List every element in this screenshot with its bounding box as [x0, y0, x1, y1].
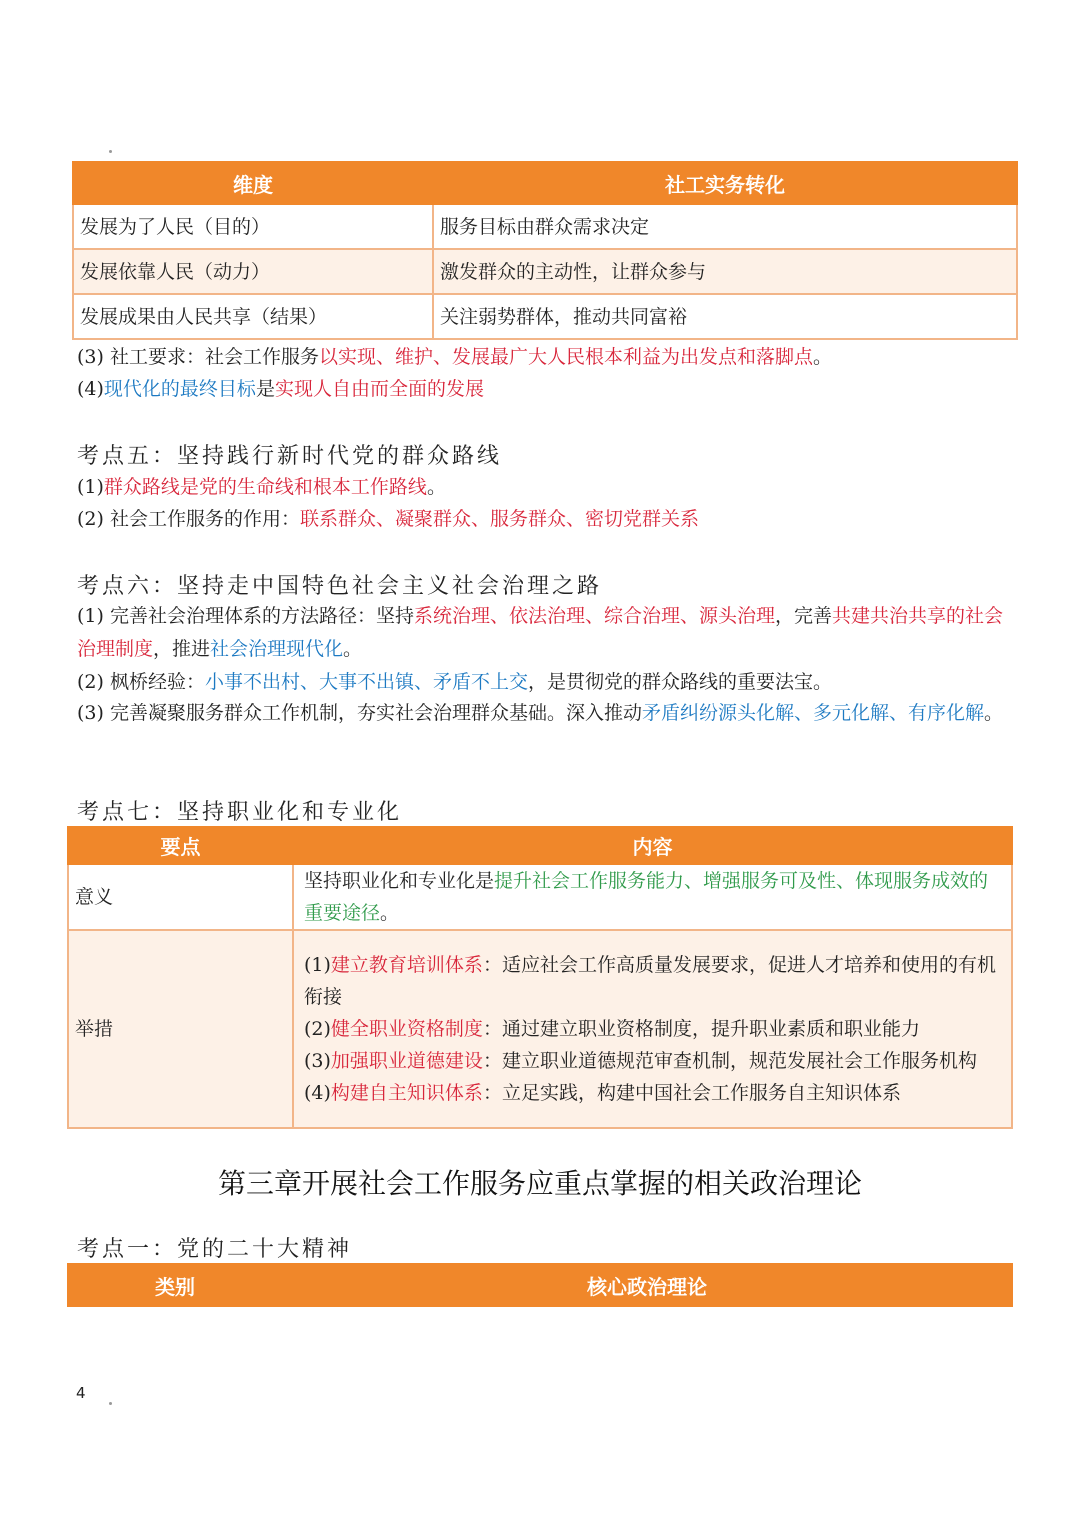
- header-core-theory: 核心政治理论: [282, 1264, 1012, 1306]
- text-segment: ，推进: [153, 638, 211, 660]
- text-segment: 。: [812, 346, 832, 368]
- text-segment: (2): [304, 1018, 331, 1040]
- highlight-red: 联系群众、凝聚群众、服务群众、密切党群关系: [299, 508, 699, 530]
- highlight-blue: 现代化的最终目标: [103, 378, 256, 400]
- table-row: [73, 204, 1017, 249]
- text-segment: (3): [304, 1050, 331, 1072]
- decorative-dot-bottom: [109, 1402, 112, 1405]
- header-dimension: 维度: [73, 162, 433, 204]
- governance-point-2: [77, 668, 832, 696]
- table-row: [68, 930, 1012, 1128]
- text-segment: 是: [255, 378, 275, 400]
- text-segment: ，完善: [774, 605, 832, 627]
- cell-practice: 关注弱势群体，推动共同富裕: [433, 294, 1017, 339]
- highlight-red: 群众路线是党的生命线和根本工作路线: [103, 476, 427, 498]
- cell-dimension: 发展为了人民（目的）: [73, 204, 433, 249]
- text-segment: (4): [77, 378, 104, 400]
- text-segment: ，是贯彻党的群众路线的重要法宝。: [527, 671, 832, 693]
- decorative-dot-top: [109, 150, 112, 153]
- highlight-blue: 矛盾纠纷源头化解、多元化解、有序化解: [641, 702, 984, 724]
- text-segment: (3) 社工要求：社会工作服务: [77, 346, 319, 368]
- text-segment: 坚持职业化和专业化是: [304, 870, 495, 892]
- text-segment: (1): [304, 954, 331, 976]
- table-header-row: [73, 162, 1017, 204]
- highlight-red: 健全职业资格制度: [330, 1018, 483, 1040]
- text-segment: ：通过建立职业资格制度，提升职业素质和职业能力: [482, 1018, 920, 1040]
- political-theory-table: [67, 1263, 1013, 1307]
- header-content: 内容: [293, 827, 1012, 864]
- highlight-red: 实现人自由而全面的发展: [274, 378, 484, 400]
- highlight-red: 以实现、维护、发展最广大人民根本利益为出发点和落脚点: [318, 346, 813, 368]
- table-header-row: [68, 1264, 1012, 1306]
- text-segment: (2) 枫桥经验：: [77, 671, 205, 693]
- section-heading-6: 考点六：坚持走中国特色社会主义社会治理之路: [77, 574, 603, 599]
- text-segment: (3) 完善凝聚服务群众工作机制，夯实社会治理群众基础。深入推动: [77, 702, 642, 724]
- header-practice: 社工实务转化: [433, 162, 1017, 204]
- cell-significance-content: [293, 864, 1012, 930]
- text-segment: 。: [426, 476, 446, 498]
- measure-item: [304, 1045, 1001, 1077]
- cell-dimension: 发展依靠人民（动力）: [73, 249, 433, 294]
- highlight-blue: 小事不出村、大事不出镇、矛盾不上交: [204, 671, 528, 693]
- governance-point-1: [77, 600, 1007, 666]
- measure-item: [304, 1077, 1001, 1109]
- cell-measures-content: [293, 930, 1012, 1128]
- section-heading-ch3-1: 考点一：党的二十大精神: [77, 1237, 353, 1262]
- text-segment: 。: [983, 702, 1003, 724]
- highlight-red: 共建共治共享的社会治理制度: [77, 605, 1004, 660]
- highlight-red: 加强职业道德建设: [330, 1050, 483, 1072]
- section-heading-5: 考点五：坚持践行新时代党的群众路线: [77, 444, 503, 469]
- highlight-red: 构建自主知识体系: [330, 1082, 483, 1104]
- chapter-title: 第三章开展社会工作服务应重点掌握的相关政治理论: [217, 1167, 862, 1200]
- cell-measures-label: 举措: [68, 930, 293, 1128]
- cell-dimension: 发展成果由人民共享（结果）: [73, 294, 433, 339]
- development-dimension-table: [72, 161, 1018, 340]
- text-segment: (2) 社会工作服务的作用：: [77, 508, 300, 530]
- text-segment: ：适应社会工作高质量发展要求，促进人才培养和使用的有机衔接: [304, 954, 996, 1008]
- text-segment: 。: [343, 638, 363, 660]
- mass-line-point-1: [77, 473, 446, 501]
- measure-item: [304, 1013, 1001, 1045]
- text-segment: 。: [380, 902, 400, 924]
- table-row: [73, 249, 1017, 294]
- professionalization-table: [67, 826, 1013, 1129]
- text-segment: (4): [304, 1082, 331, 1104]
- highlight-green: 提升社会工作服务能力、增强服务可及性、体现服务成效的重要途径: [304, 870, 989, 924]
- cell-practice: 服务目标由群众需求决定: [433, 204, 1017, 249]
- cell-practice: 激发群众的主动性，让群众参与: [433, 249, 1017, 294]
- social-work-requirement: [77, 343, 832, 371]
- header-category: 类别: [68, 1264, 282, 1306]
- text-segment: ：建立职业道德规范审查机制，规范发展社会工作服务机构: [482, 1050, 977, 1072]
- table-row: [68, 864, 1012, 930]
- mass-line-point-2: [77, 505, 699, 533]
- cell-significance-label: 意义: [68, 864, 293, 930]
- text-segment: ：立足实践，构建中国社会工作服务自主知识体系: [482, 1082, 901, 1104]
- modernization-goal: [77, 375, 484, 403]
- highlight-blue: 社会治理现代化: [210, 638, 344, 660]
- measure-item: [304, 949, 1001, 1013]
- page-number: 4: [76, 1384, 86, 1402]
- section-heading-7: 考点七：坚持职业化和专业化: [77, 800, 403, 825]
- table-header-row: [68, 827, 1012, 864]
- header-key-point: 要点: [68, 827, 293, 864]
- highlight-red: 建立教育培训体系: [330, 954, 483, 976]
- table-row: [73, 294, 1017, 339]
- text-segment: (1): [77, 476, 104, 498]
- text-segment: (1) 完善社会治理体系的方法路径：坚持: [77, 605, 414, 627]
- governance-point-3: [77, 697, 1007, 730]
- highlight-red: 系统治理、依法治理、综合治理、源头治理: [413, 605, 775, 627]
